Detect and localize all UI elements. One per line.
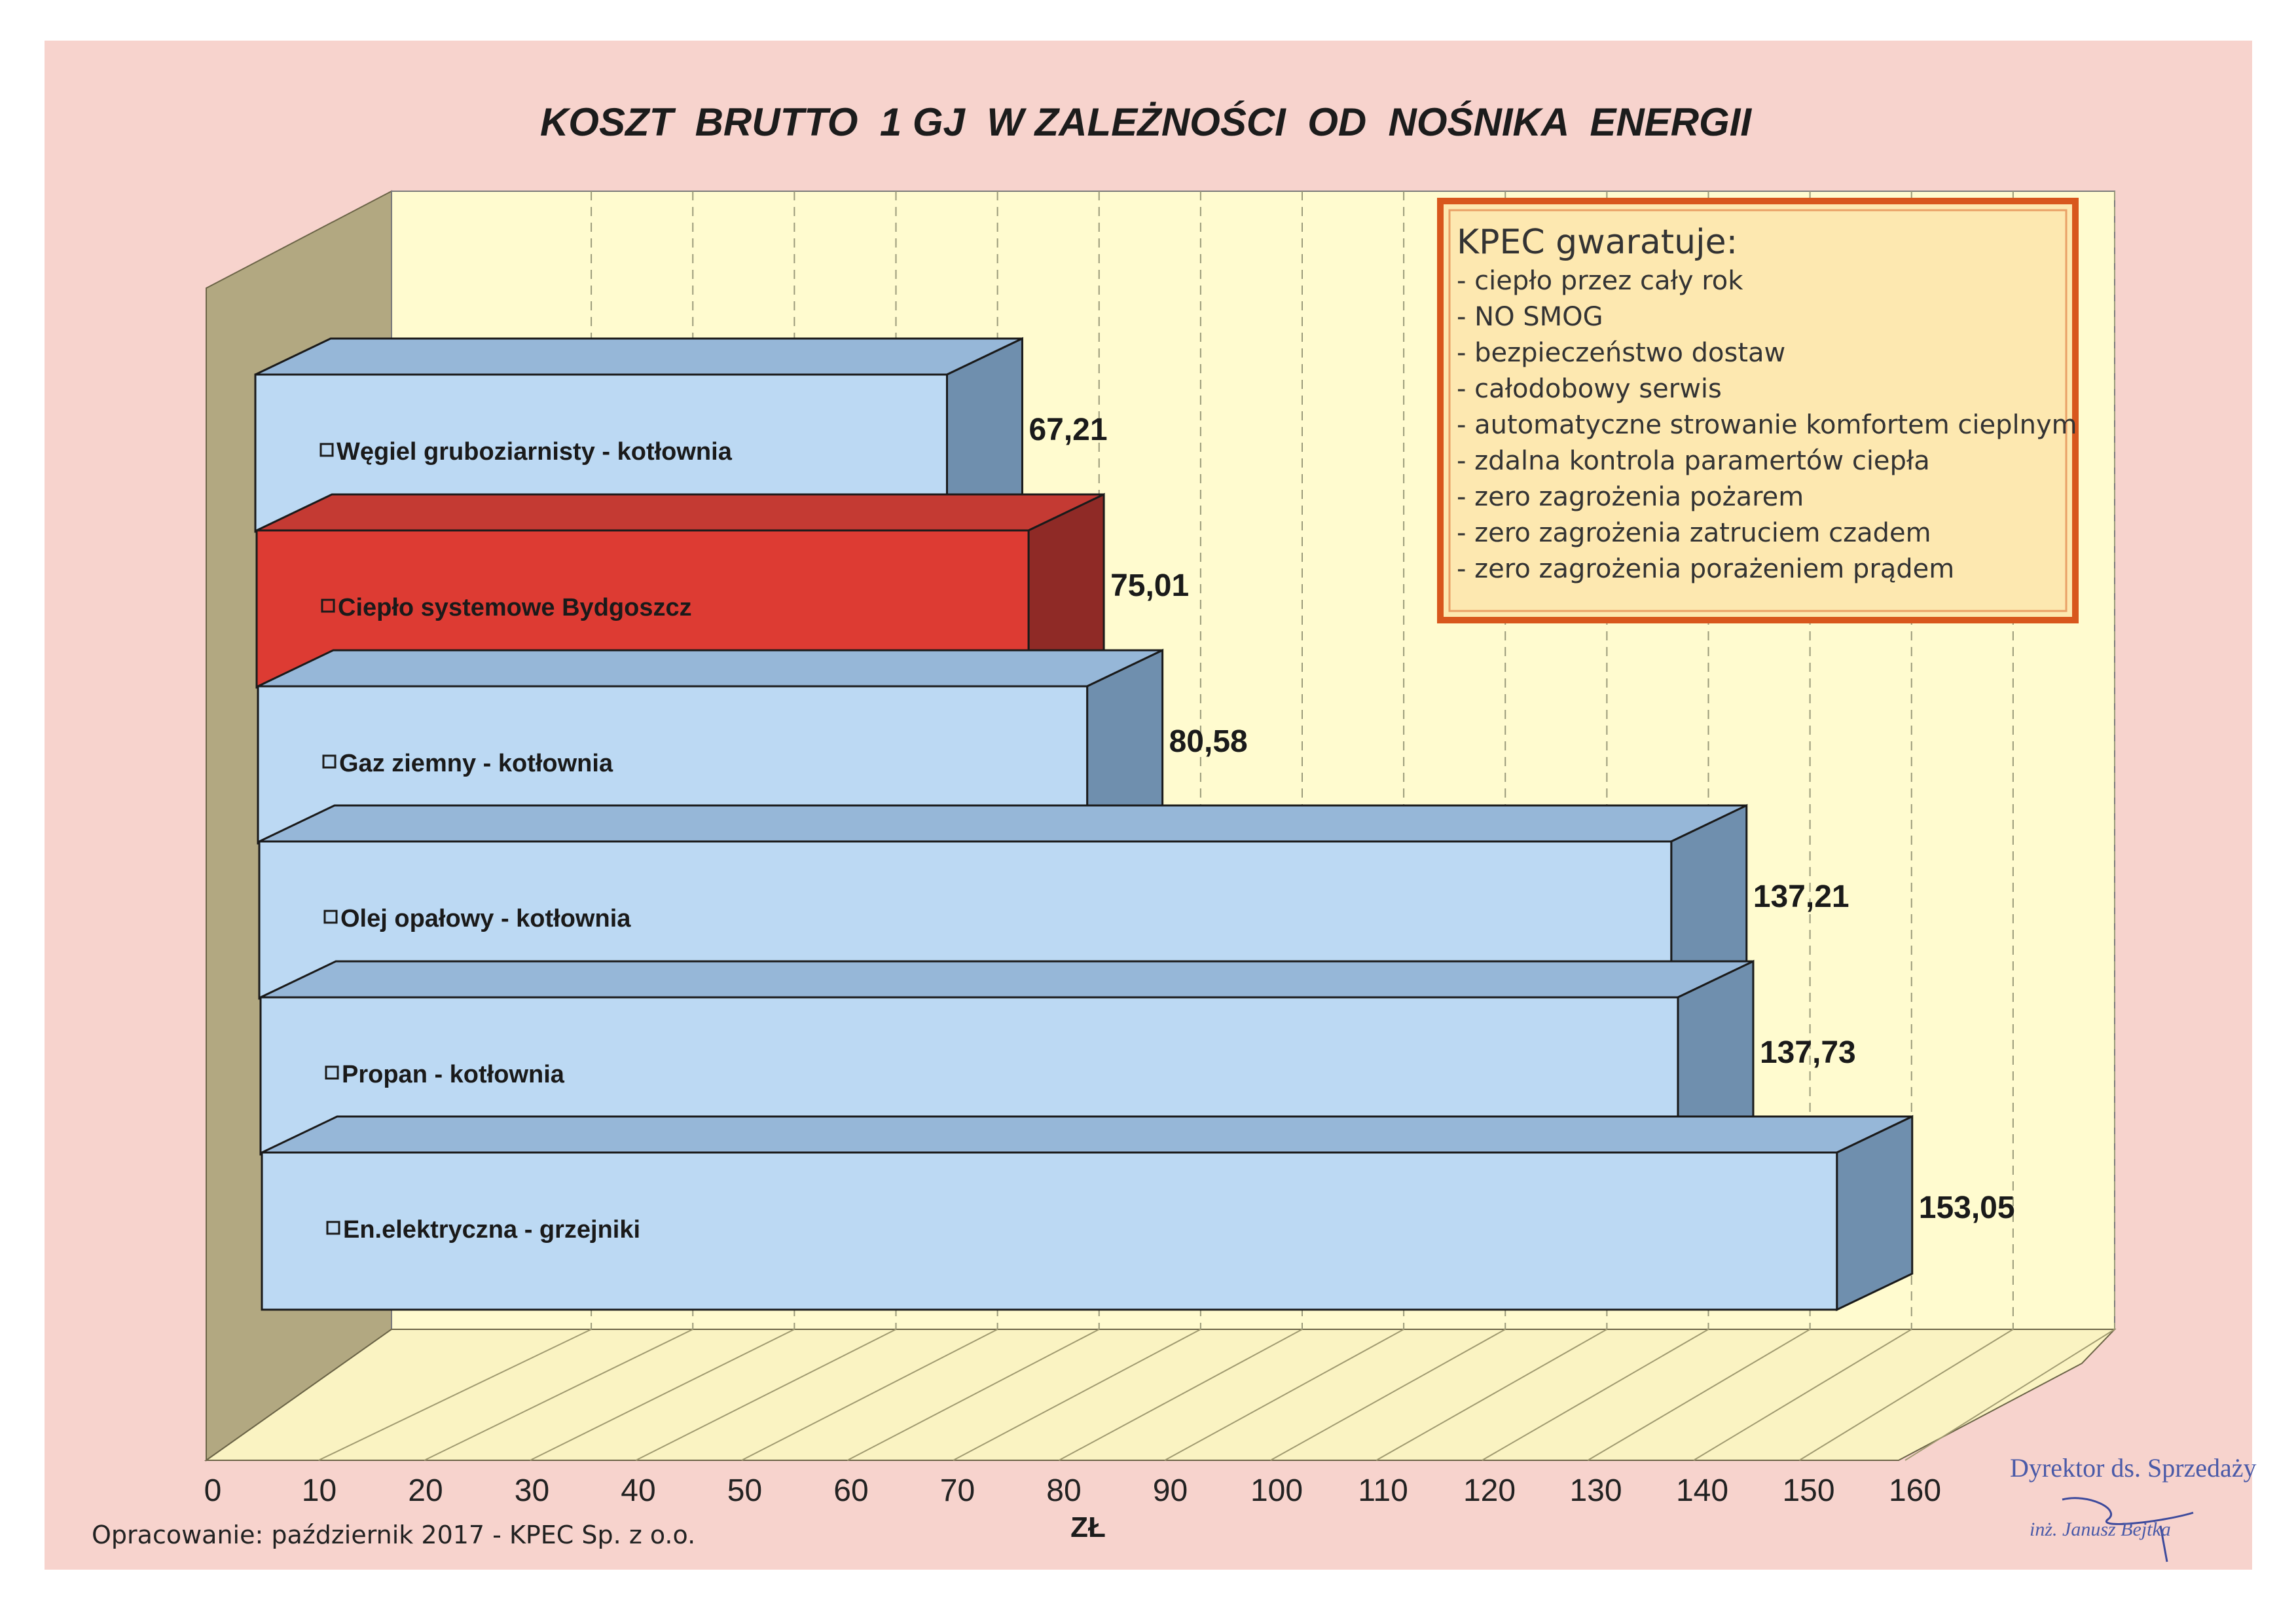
x-tick-label: 100: [1250, 1473, 1303, 1508]
x-tick-label: 140: [1675, 1473, 1729, 1508]
bar-top-face: [262, 1116, 1912, 1153]
x-tick-label: 30: [514, 1473, 550, 1508]
x-tick-label: 0: [204, 1473, 222, 1508]
x-tick-label: 80: [1046, 1473, 1082, 1508]
kpec-guarantees-box: [1440, 201, 2077, 620]
legend-item: - bezpieczeństwo dostaw: [1457, 338, 1786, 368]
signature-name: inż. Janusz Bejtka: [2030, 1519, 2171, 1540]
signature-title: Dyrektor ds. Sprzedaży: [2010, 1453, 2257, 1483]
chart-floor: [206, 1329, 2115, 1460]
bar-5: [262, 1116, 1912, 1310]
legend-item: - całodobowy serwis: [1457, 374, 1722, 404]
category-label: Ciepło systemowe Bydgoszcz: [338, 594, 692, 621]
bar-top-face: [259, 805, 1747, 841]
x-tick-label: 160: [1888, 1473, 1942, 1508]
source-note: Opracowanie: październik 2017 - KPEC Sp. z o.o.: [92, 1521, 696, 1549]
legend-item: - automatyczne strowanie komfortem cieplnym: [1457, 410, 2077, 440]
category-label: Gaz ziemny - kotłownia: [339, 750, 613, 777]
data-label: 137,73: [1759, 1035, 1856, 1070]
legend-item: - NO SMOG: [1457, 302, 1603, 332]
legend-item: - zero zagrożenia zatruciem czadem: [1457, 518, 1931, 548]
x-tick-label: 150: [1782, 1473, 1835, 1508]
data-label: 80,58: [1169, 724, 1248, 759]
legend-item: - zero zagrożenia pożarem: [1457, 482, 1804, 512]
x-axis-label: ZŁ: [1070, 1511, 1106, 1543]
x-tick-label: 60: [833, 1473, 869, 1508]
legend-title: KPEC gwaratuje:: [1457, 223, 1738, 262]
x-tick-label: 120: [1463, 1473, 1516, 1508]
data-label: 153,05: [1918, 1190, 2015, 1225]
category-label: En.elektryczna - grzejniki: [343, 1216, 641, 1244]
x-tick-label: 70: [939, 1473, 975, 1508]
x-tick-label: 20: [408, 1473, 443, 1508]
x-tick-label: 110: [1358, 1473, 1408, 1508]
category-label: Węgiel gruboziarnisty - kotłownia: [337, 438, 732, 466]
chart-title: KOSZT BRUTTO 1 GJ W ZALEŻNOŚCI OD NOŚNIKA ENERGII: [539, 100, 1752, 144]
data-label: 67,21: [1029, 413, 1108, 447]
legend-item: - ciepło przez cały rok: [1457, 266, 1743, 296]
legend-item: - zdalna kontrola paramertów ciepła: [1457, 446, 1930, 476]
x-tick-label: 130: [1569, 1473, 1622, 1508]
category-label: Propan - kotłownia: [342, 1061, 564, 1088]
bar-top-face: [261, 961, 1753, 997]
category-label: Olej opałowy - kotłownia: [340, 905, 631, 932]
x-tick-label: 40: [621, 1473, 656, 1508]
legend-item: - zero zagrożenia porażeniem prądem: [1457, 554, 1955, 584]
bar-top-face: [255, 339, 1022, 375]
data-label: 75,01: [1110, 568, 1190, 603]
bar-top-face: [258, 650, 1163, 686]
x-tick-label: 10: [301, 1473, 337, 1508]
x-tick-label: 50: [727, 1473, 763, 1508]
x-tick-label: 90: [1152, 1473, 1188, 1508]
data-label: 137,21: [1753, 879, 1850, 914]
bar-top-face: [257, 494, 1104, 530]
